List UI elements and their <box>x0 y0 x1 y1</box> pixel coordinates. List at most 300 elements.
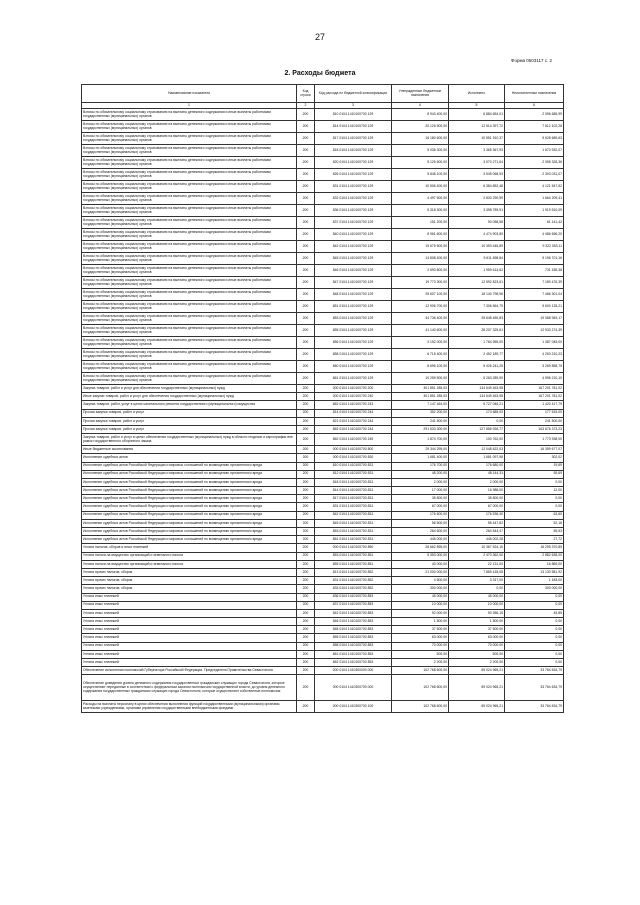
row-plan: 63 000,00 <box>392 634 449 642</box>
row-plan: 26 662 895,00 <box>392 544 449 552</box>
row-name: Уплата иных платежей <box>82 609 297 617</box>
row-plan: 241 500,00 <box>392 417 449 425</box>
table-row <box>82 487 564 495</box>
row-name: Взносы по обязательному социальному страхованию на выплаты денежного содержания и иные выплаты работникам государственных (муниципальных) органов <box>82 337 297 349</box>
row-line-code: 200 <box>297 701 315 713</box>
row-name: Уплата прочих налогов, сборов <box>82 568 297 576</box>
table-row <box>82 193 564 205</box>
row-line-code: 200 <box>297 145 315 157</box>
row-done: 56 447,82 <box>449 519 505 527</box>
row-line-code: 200 <box>297 325 315 337</box>
row-left: 2 055 328,36 <box>505 157 564 169</box>
row-line-code: 200 <box>297 601 315 609</box>
row-name: Взносы по обязательному социальному страхованию на выплаты денежного содержания и иные выплаты работникам государственных (муниципальных) органов <box>82 265 297 277</box>
row-budget-code: 837 0104 1410100700 853 <box>315 601 392 609</box>
col-number: 6 <box>505 103 564 109</box>
row-budget-code: 000 0104 1410300000 000 <box>315 667 392 675</box>
row-plan: 176 600,00 <box>392 511 449 519</box>
row-budget-code: 000 0104 1410100700 800 <box>315 446 392 454</box>
row-done: 1 681 097,98 <box>449 454 505 462</box>
table-row <box>82 325 564 337</box>
row-plan: 2 000,00 <box>392 478 449 486</box>
row-plan: 92 000,00 <box>392 609 449 617</box>
row-name: Взносы по обязательному социальному страхованию на выплаты денежного содержания и иные выплаты работникам государственных (муниципальных) органов <box>82 325 297 337</box>
row-budget-code: 848 0104 1410100700 853 <box>315 626 392 634</box>
row-name: Взносы по обязательному социальному страхованию на выплаты денежного содержания и иные выплаты работникам государственных (муниципальных) органов <box>82 301 297 313</box>
table-row <box>82 650 564 658</box>
row-budget-code: 840 0104 1410100700 129 <box>315 229 392 241</box>
row-plan: 5 125 600,00 <box>392 157 449 169</box>
row-name: Исполнение судебных актов Российской Федерации и мировых соглашений по возмещению причиненного вреда <box>82 519 297 527</box>
row-name: Закупка товаров, работ и услуг в целях обеспечения государственных (муниципальных) нужд в области геодезии и картографии вне рамок государственного оборонного заказа <box>82 434 297 446</box>
row-budget-code: 831 0104 1410100700 852 <box>315 577 392 585</box>
row-plan: 41 140 600,00 <box>392 325 449 337</box>
row-plan: 301 851 285,00 <box>392 385 449 393</box>
row-plan: 300 000,00 <box>392 585 449 593</box>
col-header-plan: Утвержденные бюджетные назначения <box>392 85 449 103</box>
row-left: 16 295 370,85 <box>505 544 564 552</box>
row-done: 6 384 852,48 <box>449 181 505 193</box>
table-row <box>82 552 564 560</box>
row-name: Взносы по обязательному социальному страхованию на выплаты денежного содержания и иные выплаты работникам государственных (муниципальных) органов <box>82 145 297 157</box>
row-plan: 19 675 500,00 <box>392 241 449 253</box>
row-name: Взносы по обязательному социальному страхованию на выплаты денежного содержания и иные выплаты работникам государственных (муниципальных) органов <box>82 181 297 193</box>
row-left: 9 322 053,11 <box>505 241 564 253</box>
col-number: 1 <box>82 103 297 109</box>
table-body <box>82 109 564 713</box>
row-done: 28 207 325,61 <box>449 325 505 337</box>
row-line-code: 200 <box>297 626 315 634</box>
table-row <box>82 241 564 253</box>
row-left: 731 185,38 <box>505 265 564 277</box>
row-name: Исполнение судебных актов Российской Федерации и мировых соглашений по возмещению причиненного вреда <box>82 528 297 536</box>
row-done: 6 884 654,01 <box>449 109 505 121</box>
table-row <box>82 593 564 601</box>
row-line-code: 200 <box>297 511 315 519</box>
row-done: 4 474 903,80 <box>449 229 505 241</box>
row-left: 177 515,00 <box>505 409 564 417</box>
table-row <box>82 289 564 301</box>
row-name: Взносы по обязательному социальному страхованию на выплаты денежного содержания и иные выплаты работникам государственных (муниципальных) органов <box>82 133 297 145</box>
row-budget-code: 812 0104 1410100700 831 <box>315 470 392 478</box>
row-budget-code: 853 0104 1410100700 851 <box>315 552 392 560</box>
row-left: 4 996 210,10 <box>505 373 564 385</box>
row-left: 16 359 677,07 <box>505 446 564 454</box>
row-left: 55,53 <box>505 528 564 536</box>
row-name: Исполнение судебных актов Российской Федерации и мировых соглашений по возмещению причиненного вреда <box>82 462 297 470</box>
row-left: 7 612 102,28 <box>505 121 564 133</box>
row-line-code: 200 <box>297 503 315 511</box>
section-title: 2. Расходы бюджета <box>284 70 356 77</box>
row-budget-code: 810 0104 1410100700 129 <box>315 109 392 121</box>
row-done: 1 764 955,00 <box>449 337 505 349</box>
row-done: 127 856 926,77 <box>449 425 505 433</box>
row-budget-code: 845 0104 1410100700 831 <box>315 519 392 527</box>
row-line-code: 200 <box>297 301 315 313</box>
row-left: 7 180 476,39 <box>505 277 564 289</box>
row-done: 12 514 397,72 <box>449 121 505 133</box>
row-line-code: 200 <box>297 121 315 133</box>
col-number: 3 <box>315 103 392 109</box>
row-left: 0,00 <box>505 503 564 511</box>
row-name: Взносы по обязательному социальному страхованию на выплаты денежного содержания и иные выплаты работникам государственных (муниципальных) органов <box>82 373 297 385</box>
row-plan: 10 259 500,00 <box>392 373 449 385</box>
row-line-code: 200 <box>297 393 315 401</box>
table-row <box>82 454 564 462</box>
row-budget-code: 862 0104 1410100700 244 <box>315 425 392 433</box>
row-done: 22 131,00 <box>449 560 505 568</box>
table-row <box>82 205 564 217</box>
row-done: 0,00 <box>449 417 505 425</box>
col-header-done: Исполнено <box>449 85 505 103</box>
table-row <box>82 337 564 349</box>
row-name: Закупка товаров, работ и услуг для обеспечения государственных (муниципальных) нужд <box>82 385 297 393</box>
row-line-code: 200 <box>297 349 315 361</box>
row-budget-code: 836 0104 1410100700 853 <box>315 593 392 601</box>
row-plan: 5 848 100,00 <box>392 169 449 181</box>
row-done: 10 551 910,37 <box>449 133 505 145</box>
table-row <box>82 495 564 503</box>
row-budget-code: 814 0104 1410100700 831 <box>315 487 392 495</box>
row-budget-code: 832 0104 1410100700 129 <box>315 193 392 205</box>
row-line-code: 200 <box>297 454 315 462</box>
row-name: Исполнение судебных актов Российской Федерации и мировых соглашений по возмещению причиненного вреда <box>82 495 297 503</box>
row-budget-code: 000 0104 1410100700 240 <box>315 393 392 401</box>
row-done: 264 544,47 <box>449 528 505 536</box>
row-budget-code: 861 0104 1410100700 129 <box>315 373 392 385</box>
table-row <box>82 519 564 527</box>
row-budget-code: 847 0104 1410100700 129 <box>315 277 392 289</box>
row-plan: 21 000 000,00 <box>392 568 449 576</box>
row-left: 13 130 581,92 <box>505 568 564 576</box>
row-budget-code: 855 0104 1410100700 853 <box>315 634 392 642</box>
row-line-code: 200 <box>297 434 315 446</box>
row-budget-code: 837 0104 1410100700 129 <box>315 217 392 229</box>
table-row <box>82 301 564 313</box>
row-plan: 17 000,00 <box>392 487 449 495</box>
table-row <box>82 536 564 544</box>
row-left: 0,00 <box>505 650 564 658</box>
row-left: 1 664 209,41 <box>505 193 564 205</box>
row-budget-code: 846 0104 1410100700 853 <box>315 618 392 626</box>
row-plan: 5 353 000,00 <box>392 552 449 560</box>
row-done: 35 800,00 <box>449 495 505 503</box>
row-left: 3 269 858,75 <box>505 361 564 373</box>
row-budget-code: 817 0104 1410100700 831 <box>315 495 392 503</box>
row-name: Взносы по обязательному социальному страхованию на выплаты денежного содержания и иные выплаты работникам государственных (муниципальных) органов <box>82 253 297 265</box>
row-name: Прочая закупка товаров, работ и услуг <box>82 425 297 433</box>
row-done: 63 000,00 <box>449 634 505 642</box>
table-row <box>82 528 564 536</box>
row-line-code: 200 <box>297 313 315 325</box>
row-done: 16 988,00 <box>449 487 505 495</box>
row-done: 2 452 189,77 <box>449 349 505 361</box>
row-plan: 4 500,00 <box>392 577 449 585</box>
row-line-code: 200 <box>297 169 315 181</box>
row-plan: 151 200,00 <box>392 217 449 229</box>
row-name: Уплата прочих налогов, сборов <box>82 585 297 593</box>
row-left: 0,00 <box>505 618 564 626</box>
table-row <box>82 253 564 265</box>
table-row <box>82 349 564 361</box>
row-left: 52,18 <box>505 519 564 527</box>
row-budget-code: 845 0104 1410100700 129 <box>315 253 392 265</box>
row-name: Взносы по обязательному социальному страхованию на выплаты денежного содержания и иные выплаты работникам государственных (муниципальных) органов <box>82 229 297 241</box>
row-budget-code: 000 0104 1410300700 000 <box>315 675 392 701</box>
row-name: Уплата иных платежей <box>82 626 297 634</box>
row-name: Прочая закупка товаров, работ и услуг <box>82 417 297 425</box>
row-line-code: 200 <box>297 560 315 568</box>
row-line-code: 200 <box>297 229 315 241</box>
row-budget-code: 000 0104 1410100700 850 <box>315 544 392 552</box>
row-budget-code: 862 0104 1410100700 853 <box>315 659 392 667</box>
row-plan: 6 715 400,00 <box>392 349 449 361</box>
row-name: Исполнение судебных актов <box>82 454 297 462</box>
row-plan: 10 506 400,00 <box>392 181 449 193</box>
row-budget-code: 810 0104 1410100700 831 <box>315 462 392 470</box>
row-budget-code: 820 0104 1410100700 129 <box>315 157 392 169</box>
row-left: 4 263 210,23 <box>505 349 564 361</box>
table-row <box>82 169 564 181</box>
table-row <box>82 701 564 713</box>
row-plan: 102 768 600,00 <box>392 667 449 675</box>
row-left: 33 764 634,79 <box>505 667 564 675</box>
row-left: 167 201 781,02 <box>505 385 564 393</box>
table-row <box>82 634 564 642</box>
row-line-code: 200 <box>297 577 315 585</box>
row-left: 0,00 <box>505 478 564 486</box>
row-line-code: 200 <box>297 667 315 675</box>
row-name: Исполнение судебных актов Российской Федерации и мировых соглашений по возмещению причиненного вреда <box>82 478 297 486</box>
row-name: Уплата иных платежей <box>82 650 297 658</box>
col-header-name: Наименование показателя <box>82 85 297 103</box>
row-line-code: 200 <box>297 193 315 205</box>
row-left: 7 466 301,04 <box>505 289 564 301</box>
table-row <box>82 145 564 157</box>
row-left: 16 869,00 <box>505 560 564 568</box>
col-header-left: Неисполненные назначения <box>505 85 564 103</box>
table-row <box>82 675 564 701</box>
row-line-code: 200 <box>297 536 315 544</box>
row-name: Взносы по обязательному социальному страхованию на выплаты денежного содержания и иные выплаты работникам государственных (муниципальных) органов <box>82 121 297 133</box>
row-name: Иные закупки товаров, работ и услуг для обеспечения государственных (муниципальных) нужд <box>82 393 297 401</box>
row-left: 55,69 <box>505 470 564 478</box>
row-budget-code: 860 0104 1410100700 129 <box>315 361 392 373</box>
row-plan: 352 200,00 <box>392 409 449 417</box>
row-plan: 4 497 500,00 <box>392 193 449 205</box>
row-line-code: 200 <box>297 487 315 495</box>
row-done: 12 048 622,03 <box>449 446 505 454</box>
row-done: 500,00 <box>449 650 505 658</box>
row-done: 90 356,15 <box>449 609 505 617</box>
row-plan: 102 768 600,00 <box>392 675 449 701</box>
row-line-code: 200 <box>297 642 315 650</box>
table-row <box>82 585 564 593</box>
row-plan: 70 000,00 <box>392 642 449 650</box>
row-done: 2 200,00 <box>449 659 505 667</box>
row-budget-code: 861 0104 1410100700 853 <box>315 650 392 658</box>
row-done: 7 869 418,08 <box>449 568 505 576</box>
table-row <box>82 609 564 617</box>
row-name: Уплата иных платежей <box>82 593 297 601</box>
row-budget-code: 817 0104 1410100700 129 <box>315 133 392 145</box>
table-row <box>82 109 564 121</box>
row-line-code: 200 <box>297 181 315 193</box>
row-line-code: 200 <box>297 659 315 667</box>
row-budget-code: 853 0104 1410100700 831 <box>315 528 392 536</box>
row-name: Исполнение судебных актов Российской Федерации и мировых соглашений по возмещению причиненного вреда <box>82 503 297 511</box>
row-left: 1 773 938,00 <box>505 434 564 446</box>
row-name: Иные бюджетные ассигнования <box>82 446 297 454</box>
row-line-code: 200 <box>297 462 315 470</box>
row-name: Исполнение судебных актов Российской Федерации и мировых соглашений по возмещению причиненного вреда <box>82 536 297 544</box>
row-done: 2 000,00 <box>449 478 505 486</box>
table-row <box>82 373 564 385</box>
row-done: 45 000,00 <box>449 593 505 601</box>
row-name: Взносы по обязательному социальному страхованию на выплаты денежного содержания и иные выплаты работникам государственных (муниципальных) органов <box>82 205 297 217</box>
row-left: 0,00 <box>505 593 564 601</box>
row-budget-code: 842 0104 1410100700 129 <box>315 241 392 253</box>
row-plan: 500,00 <box>392 650 449 658</box>
row-done: 5 727 046,21 <box>449 401 505 409</box>
row-plan: 44 736 400,00 <box>392 313 449 325</box>
table-row <box>82 121 564 133</box>
row-done: 3 365 367,93 <box>449 145 505 157</box>
row-budget-code: 862 0104 1410100700 245 <box>315 434 392 446</box>
row-done: 100 762,00 <box>449 434 505 446</box>
row-line-code: 200 <box>297 289 315 301</box>
row-line-code: 200 <box>297 478 315 486</box>
row-plan: 2 200,00 <box>392 659 449 667</box>
row-name: Уплата налога на имущество организаций и земельного налога <box>82 552 297 560</box>
row-line-code: 200 <box>297 470 315 478</box>
table-row <box>82 462 564 470</box>
row-done: 176 680,00 <box>449 462 505 470</box>
row-done: 2 833 290,59 <box>449 193 505 205</box>
row-name: Уплата иных платежей <box>82 601 297 609</box>
table-row <box>82 133 564 145</box>
expenses-table <box>81 84 564 713</box>
row-line-code: 200 <box>297 519 315 527</box>
row-line-code: 200 <box>297 385 315 393</box>
row-left: 19,69 <box>505 462 564 470</box>
row-done: 67 000,00 <box>449 503 505 511</box>
row-left: 0,00 <box>505 659 564 667</box>
table-row <box>82 417 564 425</box>
table-row <box>82 626 564 634</box>
row-line-code: 200 <box>297 417 315 425</box>
row-line-code: 200 <box>297 133 315 145</box>
row-done: 134 649 463,98 <box>449 393 505 401</box>
row-line-code: 200 <box>297 401 315 409</box>
row-line-code: 200 <box>297 253 315 265</box>
row-left: 2 882 638,00 <box>505 552 564 560</box>
row-left: 63,60 <box>505 511 564 519</box>
row-budget-code: 842 0104 1410100700 831 <box>315 511 392 519</box>
row-done: 1 500,00 <box>449 618 505 626</box>
col-number: 5 <box>449 103 505 109</box>
row-budget-code: 858 0104 1410100700 853 <box>315 642 392 650</box>
row-budget-code: 813 0104 1410100700 852 <box>315 568 392 576</box>
row-done: 10 000,00 <box>449 601 505 609</box>
row-plan: 19 773 300,00 <box>392 277 449 289</box>
row-left: 0,00 <box>505 626 564 634</box>
row-left: 1 387 045,00 <box>505 337 564 349</box>
row-left: 45,85 <box>505 609 564 617</box>
table-row <box>82 577 564 585</box>
table-row <box>82 446 564 454</box>
table-row <box>82 409 564 417</box>
row-plan: 3 152 000,00 <box>392 337 449 349</box>
row-name: Исполнение судебных актов Российской Федерации и мировых соглашений по возмещению причиненного вреда <box>82 470 297 478</box>
row-name: Взносы по обязательному социальному страхованию на выплаты денежного содержания и иные выплаты работникам государственных (муниципальных) органов <box>82 109 297 121</box>
row-budget-code: 861 0104 1410100700 831 <box>315 536 392 544</box>
row-plan: 45 000,00 <box>392 593 449 601</box>
row-plan: 1 681 400,00 <box>392 454 449 462</box>
row-budget-code: 833 0104 1410100700 852 <box>315 585 392 593</box>
table-row <box>82 470 564 478</box>
row-line-code: 200 <box>297 409 315 417</box>
row-name: Уплата иных платежей <box>82 642 297 650</box>
row-budget-code: 842 0104 1410100700 853 <box>315 609 392 617</box>
row-left: 163 676 373,23 <box>505 425 564 433</box>
table-row <box>82 401 564 409</box>
row-name: Уплата налогов, сборов и иных платежей <box>82 544 297 552</box>
row-left: 12,00 <box>505 487 564 495</box>
row-budget-code: 000 0104 1410100700 200 <box>315 385 392 393</box>
row-name: Взносы по обязательному социальному страхованию на выплаты денежного содержания и иные выплаты работникам государственных (муниципальных) органов <box>82 169 297 181</box>
row-left: 5 600 135,21 <box>505 301 564 313</box>
table-row <box>82 265 564 277</box>
row-done: 2 470 362,00 <box>449 552 505 560</box>
row-budget-code: 858 0104 1410100700 129 <box>315 349 392 361</box>
row-name: Уплата иных платежей <box>82 659 297 667</box>
row-budget-code: 000 0104 1410300700 100 <box>315 701 392 713</box>
row-line-code: 200 <box>297 495 315 503</box>
row-line-code: 200 <box>297 675 315 701</box>
col-header-line: Код строки <box>297 85 315 103</box>
row-plan: 37 500,00 <box>392 626 449 634</box>
row-left: 0,00 <box>505 642 564 650</box>
row-left: 19 088 949,17 <box>505 313 564 325</box>
row-done: 3 070 271,64 <box>449 157 505 169</box>
row-plan: 102 768 600,00 <box>392 701 449 713</box>
table-row <box>82 667 564 675</box>
row-done: 9 611 698,84 <box>449 253 505 265</box>
row-budget-code: 818 0104 1410100700 129 <box>315 145 392 157</box>
row-left: 1 420 417,79 <box>505 401 564 409</box>
row-left: 302,02 <box>505 454 564 462</box>
row-done: 3 317,00 <box>449 577 505 585</box>
row-done: 445 002,28 <box>449 536 505 544</box>
row-line-code: 200 <box>297 109 315 121</box>
row-line-code: 200 <box>297 217 315 229</box>
row-plan: 20 126 500,00 <box>392 121 449 133</box>
row-budget-code: 000 0104 1410100700 830 <box>315 454 392 462</box>
row-line-code: 200 <box>297 650 315 658</box>
row-plan: 48 200,00 <box>392 470 449 478</box>
row-left: 5 196 701,16 <box>505 253 564 265</box>
row-line-code: 200 <box>297 528 315 536</box>
table-row <box>82 544 564 552</box>
row-plan: 8 696 100,00 <box>392 361 449 373</box>
table-row <box>82 157 564 169</box>
row-plan: 16 180 600,00 <box>392 133 449 145</box>
row-done: 70 000,00 <box>449 642 505 650</box>
row-line-code: 200 <box>297 205 315 217</box>
row-done: 5 263 289,90 <box>449 373 505 385</box>
row-budget-code: 831 0104 1410100700 831 <box>315 503 392 511</box>
